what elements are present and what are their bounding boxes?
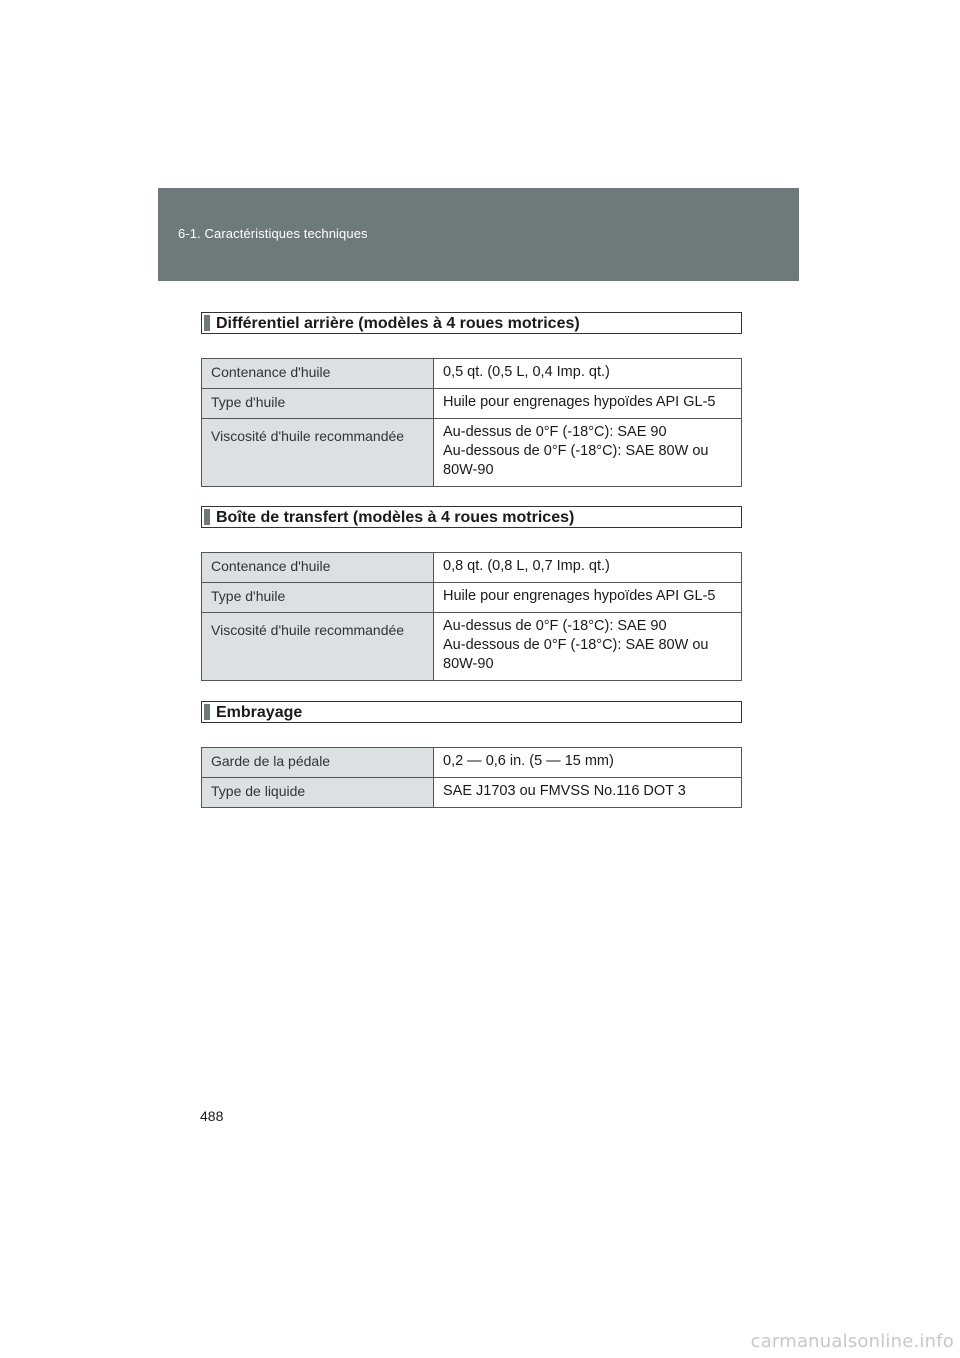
table-row [202,613,742,681]
breadcrumb: 6-1. Caractéristiques techniques [178,226,368,241]
row-label: Type de liquide [202,778,434,808]
row-label: Contenance d'huile [202,359,434,389]
row-label: Garde de la pédale [202,748,434,778]
value-line: Au-dessous de 0°F (-18°C): SAE 80W ou [443,637,709,653]
value-line: Au-dessus de 0°F (-18°C): SAE 90 [443,424,667,440]
row-label: Viscosité d'huile recommandée [202,419,434,487]
row-value: 0,5 qt. (0,5 L, 0,4 Imp. qt.) [434,359,742,389]
row-value: 0,8 qt. (0,8 L, 0,7 Imp. qt.) [434,553,742,583]
chapter-header [158,188,799,281]
section-title [201,312,742,334]
row-label: Contenance d'huile [202,553,434,583]
row-value: Huile pour engrenages hypoïdes API GL-5 [434,583,742,613]
section-title-text: Différentiel arrière (modèles à 4 roues motrices) [216,315,580,332]
spec-table [201,358,742,487]
section-title [201,506,742,528]
row-label: Type d'huile [202,389,434,419]
table-row [202,359,742,389]
row-value [434,613,742,681]
watermark: carmanualsonline.info [750,1331,954,1352]
table-row [202,778,742,808]
value-line: Au-dessus de 0°F (-18°C): SAE 90 [443,618,667,634]
section-title-text: Embrayage [216,704,303,721]
table-row [202,583,742,613]
value-line: Au-dessous de 0°F (-18°C): SAE 80W ou [443,443,709,459]
row-label: Viscosité d'huile recommandée [202,613,434,681]
section-transfer-case [201,506,742,681]
value-line: 80W-90 [443,462,494,478]
spec-table [201,747,742,808]
title-marker [204,704,210,720]
section-rear-differential [201,312,742,487]
row-value: 0,2 — 0,6 in. (5 — 15 mm) [434,748,742,778]
section-clutch [201,701,742,808]
table-row [202,389,742,419]
title-marker [204,315,210,331]
table-row [202,748,742,778]
value-line: 80W-90 [443,656,494,672]
row-value: SAE J1703 ou FMVSS No.116 DOT 3 [434,778,742,808]
page-number: 488 [200,1108,224,1124]
row-value: Huile pour engrenages hypoïdes API GL-5 [434,389,742,419]
table-row [202,553,742,583]
section-title-text: Boîte de transfert (modèles à 4 roues motrices) [216,509,575,526]
row-value [434,419,742,487]
row-label: Type d'huile [202,583,434,613]
title-marker [204,509,210,525]
table-row [202,419,742,487]
section-title [201,701,742,723]
spec-table [201,552,742,681]
